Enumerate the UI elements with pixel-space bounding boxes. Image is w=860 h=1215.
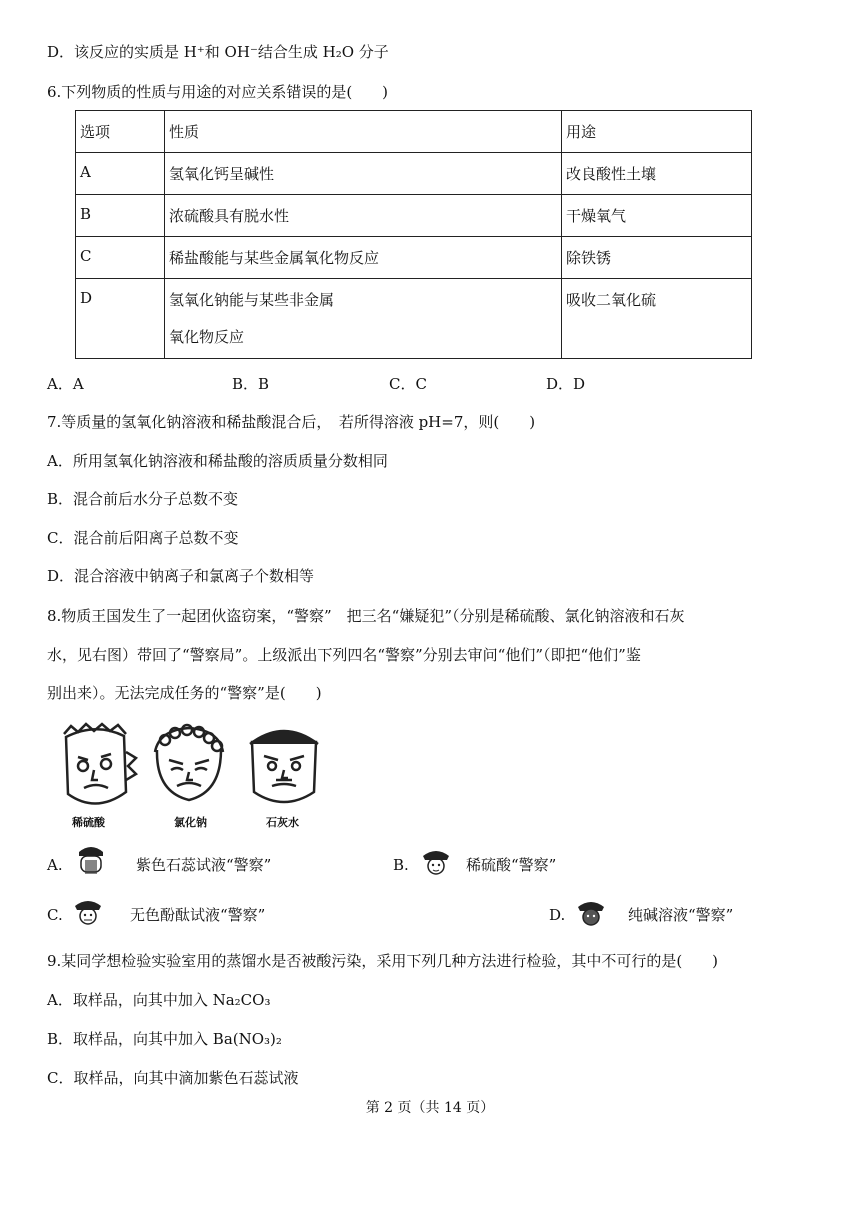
police-icon bbox=[576, 897, 606, 927]
suspect-faces-icon bbox=[56, 722, 326, 812]
row-use: 改良酸性土壤 bbox=[562, 153, 752, 195]
q8-option-c-text: 无色酚酞试液“警察” bbox=[130, 906, 266, 924]
row-use: 除铁锈 bbox=[562, 237, 752, 279]
row-option: D bbox=[76, 279, 165, 359]
q9-option-c: C．取样品，向其中滴加紫色石蕊试液 bbox=[47, 1069, 299, 1087]
header-option: 选项 bbox=[76, 111, 165, 153]
row-use: 吸收二氧化硫 bbox=[562, 279, 752, 359]
q9-option-a: A．取样品，向其中加入 Na₂CO₃ bbox=[47, 991, 271, 1009]
q7-option-a: A．所用氢氧化钠溶液和稀盐酸的溶质质量分数相同 bbox=[47, 452, 388, 470]
police-icon bbox=[73, 896, 103, 926]
q6-table bbox=[75, 110, 752, 359]
row-option: C bbox=[76, 237, 165, 279]
q8-option-a-text: 紫色石蕊试液“警察” bbox=[136, 856, 272, 874]
police-icon bbox=[76, 842, 106, 872]
row-property: 氢氧化钙呈碱性 bbox=[165, 153, 562, 195]
police-icon bbox=[421, 846, 451, 876]
page-footer: 第 2 页（共 14 页） bbox=[365, 1100, 495, 1116]
row-property bbox=[165, 279, 562, 359]
q7-stem: 7.等质量的氢氧化钠溶液和稀盐酸混合后， 若所得溶液 pH=7，则( ) bbox=[47, 413, 536, 431]
q8-option-b-letter: B. bbox=[393, 856, 409, 874]
row-property-line1: 氢氧化钠能与某些非金属 bbox=[169, 291, 335, 309]
q9-stem: 9.某同学想检验实验室用的蒸馏水是否被酸污染，采用下列几种方法进行检验，其中不可行的是( ) bbox=[47, 952, 719, 970]
row-option: B bbox=[76, 195, 165, 237]
table-row bbox=[76, 279, 752, 359]
q8-option-c-letter: C. bbox=[47, 906, 63, 924]
q8-option-d-letter: D. bbox=[549, 906, 566, 924]
q7-option-b: B．混合前后水分子总数不变 bbox=[47, 490, 239, 508]
row-property: 浓硫酸具有脱水性 bbox=[165, 195, 562, 237]
q6-choice-b: B．B bbox=[232, 375, 270, 393]
table-row bbox=[76, 195, 752, 237]
table-row bbox=[76, 237, 752, 279]
q6-stem: 6.下列物质的性质与用途的对应关系错误的是( ) bbox=[47, 83, 389, 101]
table-row bbox=[76, 153, 752, 195]
header-property: 性质 bbox=[165, 111, 562, 153]
row-property: 稀盐酸能与某些金属氧化物反应 bbox=[165, 237, 562, 279]
q9-option-b: B．取样品，向其中加入 Ba(NO₃)₂ bbox=[47, 1030, 282, 1048]
suspects-illustration bbox=[56, 722, 326, 832]
q8-stem-line2: 水，见右图）带回了“警察局”。上级派出下列四名“警察”分别去审问“他们”（即把“他们”鉴 bbox=[47, 646, 641, 664]
table-header-row bbox=[76, 111, 752, 153]
q6-choice-c: C．C bbox=[389, 375, 427, 393]
q8-option-d-text: 纯碱溶液“警察” bbox=[628, 906, 734, 924]
q7-option-c: C．混合前后阳离子总数不变 bbox=[47, 529, 239, 547]
row-use: 干燥氧气 bbox=[562, 195, 752, 237]
q6-choice-d: D．D bbox=[546, 375, 586, 393]
q8-option-b-text: 稀硫酸“警察” bbox=[466, 856, 557, 874]
suspect-label-sodium-chloride: 氯化钠 bbox=[174, 816, 207, 829]
q8-stem-line1: 8.物质王国发生了一起团伙盗窃案，“警察” 把三名“嫌疑犯”（分别是稀硫酸、氯化钠溶液和石灰 bbox=[47, 607, 685, 625]
q7-option-d: D．混合溶液中钠离子和氯离子个数相等 bbox=[47, 567, 315, 585]
q5-option-d: D．该反应的实质是 H⁺和 OH⁻结合生成 H₂O 分子 bbox=[47, 43, 389, 61]
q8-option-a-letter: A. bbox=[47, 856, 63, 874]
q6-choice-a: A．A bbox=[47, 375, 84, 393]
header-use: 用途 bbox=[562, 111, 752, 153]
row-property-line2: 氧化物反应 bbox=[169, 328, 245, 346]
q8-stem-line3: 别出来）。无法完成任务的“警察”是( ) bbox=[47, 684, 322, 702]
row-option: A bbox=[76, 153, 165, 195]
suspect-label-limewater: 石灰水 bbox=[266, 816, 299, 829]
suspect-label-sulfuric-acid: 稀硫酸 bbox=[72, 816, 105, 829]
